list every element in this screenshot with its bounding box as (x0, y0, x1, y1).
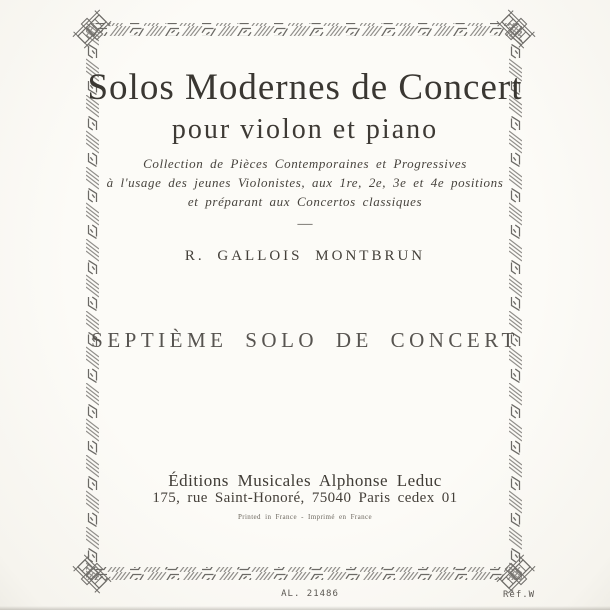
divider-rule: — (297, 216, 313, 232)
collection-line-2: à l'usage des jeunes Violonistes, aux 1re, 2e, 3e et 4e positions (106, 175, 504, 190)
border-band-top (86, 23, 522, 36)
collection-description (0, 154, 610, 211)
plate-number: AL. 21486 (281, 589, 339, 599)
instrumentation: pour violon et piano (171, 114, 439, 145)
collection-line-3: et préparant aux Concertos classiques (187, 194, 423, 209)
work-title: SEPTIÈME SOLO DE CONCERT (91, 328, 519, 352)
collection-line-1: Collection de Pièces Contemporaines et Progressives (143, 156, 467, 171)
publisher-address: 175, rue Saint-Honoré, 75040 Paris cedex 01 (152, 490, 458, 506)
reference-code: Réf.W (503, 590, 536, 600)
printed-in-france-note: Printed in France - Imprimé en France (237, 513, 373, 521)
composer-name: R. GALLOIS MONTBRUN (184, 248, 426, 264)
collection-title: Solos Modernes de Concert (87, 67, 523, 108)
border-band-bottom (86, 567, 522, 580)
publisher-name: Éditions Musicales Alphonse Leduc (168, 471, 442, 490)
